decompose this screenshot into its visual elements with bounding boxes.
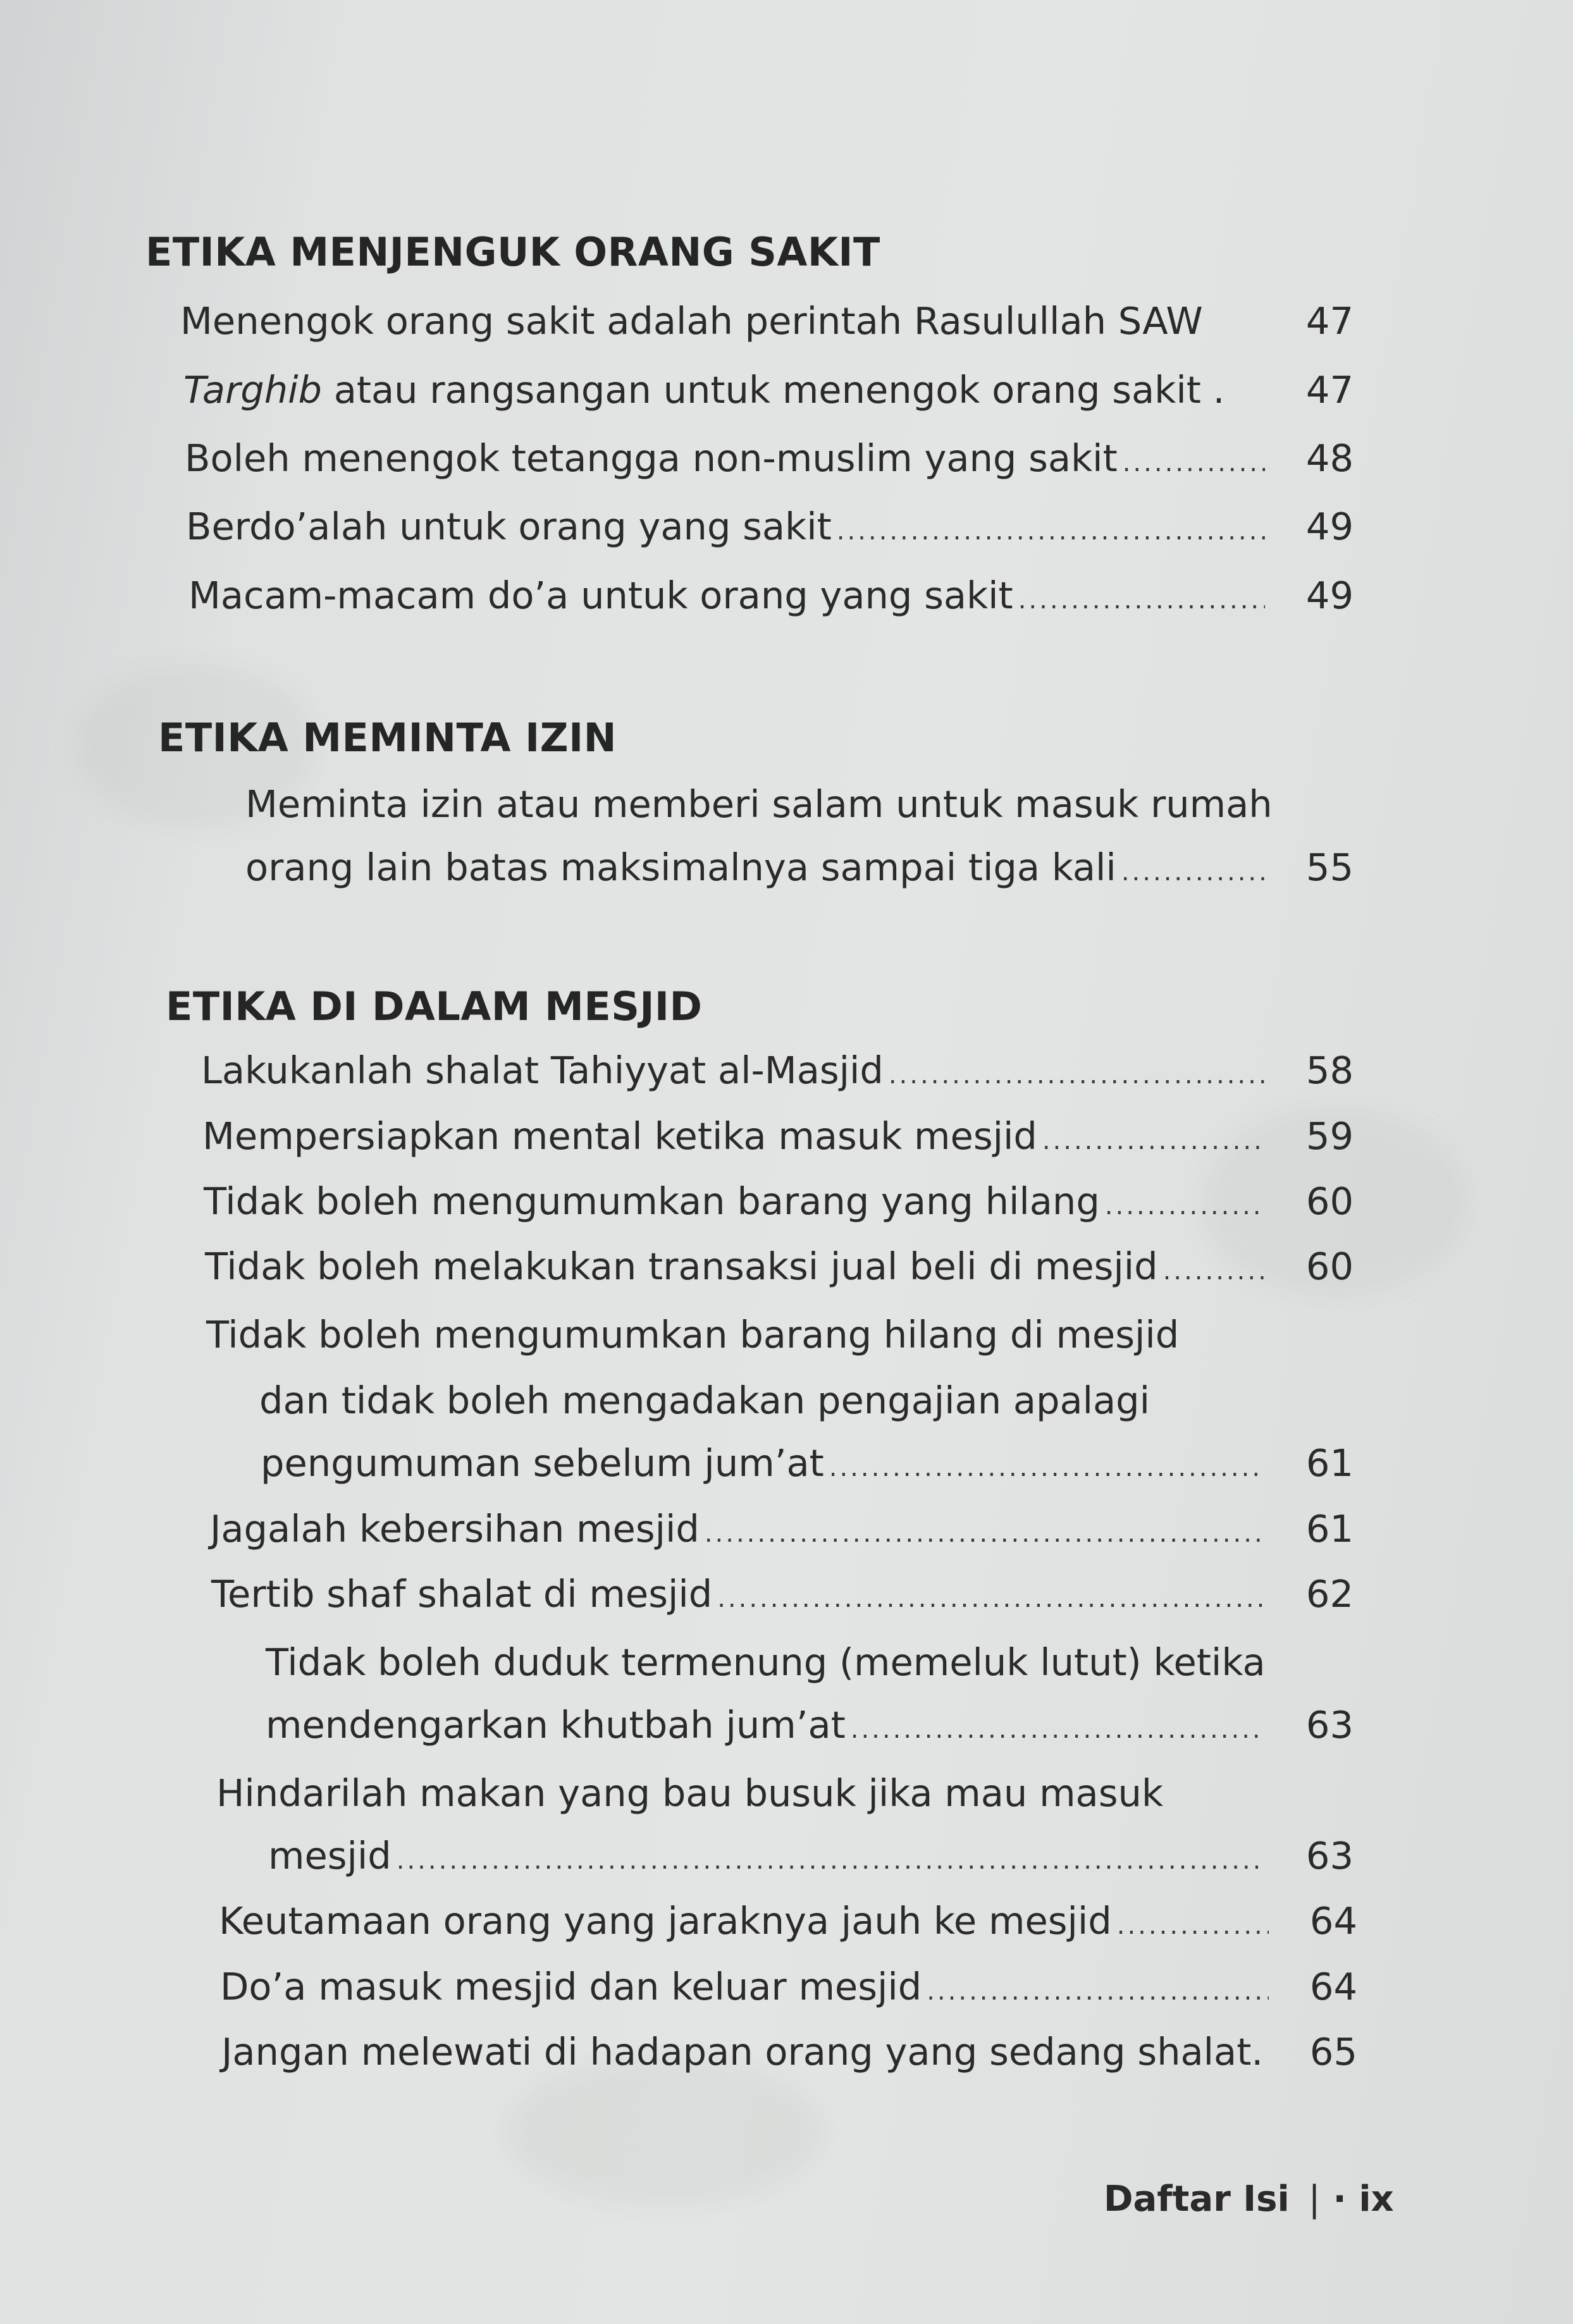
entry-title: Mempersiapkan mental ketika masuk mesjid (202, 1114, 1037, 1158)
entry-title-line: Meminta izin atau memberi salam untuk masuk rumah (245, 782, 1273, 826)
toc-entry[interactable] (204, 1179, 1354, 1223)
entry-page: 65 (1309, 2030, 1357, 2074)
entry-page: 49 (1305, 505, 1354, 548)
entry-page: 62 (1305, 1572, 1354, 1616)
entry-page: 61 (1305, 1441, 1354, 1485)
section-heading: ETIKA DI DALAM MESJID (166, 983, 703, 1030)
entry-page: 47 (1305, 368, 1354, 412)
entry-page: 64 (1309, 1965, 1357, 2008)
dot-leader (705, 1510, 1265, 1547)
toc-entry[interactable] (201, 1048, 1354, 1092)
entry-title-line: Hindarilah makan yang bau busuk jika mau masuk (216, 1771, 1164, 1815)
entry-page: 64 (1309, 1899, 1357, 1943)
page-footer (1104, 2179, 1394, 2220)
entry-title-line: dan tidak boleh mengadakan pengajian apalagi (259, 1379, 1150, 1422)
footer-separator: | (1308, 2179, 1321, 2220)
entry-title: orang lain batas maksimalnya sampai tiga kali (245, 845, 1116, 889)
section-heading: ETIKA MEMINTA IZIN (158, 715, 617, 761)
toc-entry[interactable] (221, 2030, 1357, 2074)
entry-title: Do’a masuk mesjid dan keluar mesjid (220, 1965, 922, 2008)
entry-title: Tidak boleh mengumumkan barang yang hilang (204, 1179, 1100, 1223)
dot-leader (397, 1837, 1265, 1874)
entry-page: 61 (1305, 1507, 1354, 1551)
dot-leader (889, 1052, 1265, 1089)
entry-title: Keutamaan orang yang jaraknya jauh ke mesjid (219, 1899, 1112, 1943)
entry-title: Tertib shaf shalat di mesjid (211, 1572, 713, 1616)
dot-leader (927, 1968, 1269, 2005)
entry-page: 47 (1305, 299, 1354, 343)
entry-title: Berdo’alah untuk orang yang sakit (186, 505, 832, 548)
entry-title: Jangan melewati di hadapan orang yang sedang shalat. (221, 2030, 1264, 2074)
toc-entry[interactable] (266, 1703, 1354, 1747)
footer-page-number: · ix (1333, 2179, 1394, 2220)
toc-entry[interactable] (180, 299, 1354, 343)
dot-leader (1117, 1902, 1269, 1940)
toc-entry[interactable] (188, 574, 1354, 617)
entry-page: 58 (1305, 1048, 1354, 1092)
dot-leader (717, 1575, 1265, 1613)
entry-page: 55 (1305, 845, 1354, 889)
toc-entry[interactable] (245, 845, 1354, 889)
entry-title-line: Tidak boleh mengumumkan barang hilang di mesjid (206, 1313, 1180, 1356)
entry-title: Jagalah kebersihan mesjid (210, 1507, 700, 1551)
entry-page: 49 (1305, 574, 1354, 617)
entry-title-rest: atau rangsangan untuk menengok orang sakit . (321, 368, 1225, 412)
entry-title-line: Tidak boleh duduk termenung (memeluk lutut) ketika (266, 1640, 1266, 1684)
toc-entry[interactable] (268, 1834, 1354, 1878)
entry-title (183, 368, 1225, 412)
dot-leader (1121, 849, 1265, 886)
entry-title: pengumuman sebelum jum’at (261, 1441, 824, 1485)
toc-entry[interactable] (210, 1507, 1354, 1551)
toc-entry[interactable] (220, 1965, 1357, 2008)
toc-entry[interactable] (183, 368, 1354, 412)
entry-title: Menengok orang sakit adalah perintah Rasulullah SAW (180, 299, 1203, 343)
toc-entry[interactable] (205, 1245, 1354, 1288)
entry-title: Boleh menengok tetangga non-muslim yang sakit (185, 436, 1118, 480)
toc-entry[interactable] (185, 436, 1354, 480)
dot-leader (837, 508, 1265, 545)
entry-page: 48 (1305, 436, 1354, 480)
entry-page: 63 (1305, 1834, 1354, 1878)
dot-leader (1042, 1117, 1265, 1155)
toc-entry[interactable] (261, 1441, 1354, 1485)
dot-leader (1018, 577, 1265, 614)
toc-entry[interactable] (219, 1899, 1357, 1943)
entry-page: 63 (1305, 1703, 1354, 1747)
footer-label: Daftar Isi (1104, 2179, 1290, 2220)
toc-entry[interactable] (202, 1114, 1354, 1158)
paper-stain (506, 2055, 822, 2207)
entry-page: 60 (1305, 1179, 1354, 1223)
entry-title: mendengarkan khutbah jum’at (266, 1703, 846, 1747)
dot-leader (1123, 440, 1265, 477)
section-heading: ETIKA MENJENGUK ORANG SAKIT (145, 229, 880, 275)
toc-entry[interactable] (211, 1572, 1354, 1616)
entry-title: Tidak boleh melakukan transaksi jual beli di mesjid (205, 1245, 1158, 1288)
entry-title: Lakukanlah shalat Tahiyyat al-Masjid (201, 1048, 884, 1092)
entry-title: Macam-macam do’a untuk orang yang sakit (188, 574, 1013, 617)
entry-title-italic: Targhib (183, 368, 322, 412)
dot-leader (1163, 1248, 1265, 1285)
entry-page: 60 (1305, 1245, 1354, 1288)
entry-page: 59 (1305, 1114, 1354, 1158)
dot-leader (1105, 1183, 1265, 1220)
dot-leader (829, 1444, 1265, 1482)
dot-leader (851, 1706, 1265, 1743)
entry-title: mesjid (268, 1834, 392, 1878)
toc-entry[interactable] (186, 505, 1354, 548)
